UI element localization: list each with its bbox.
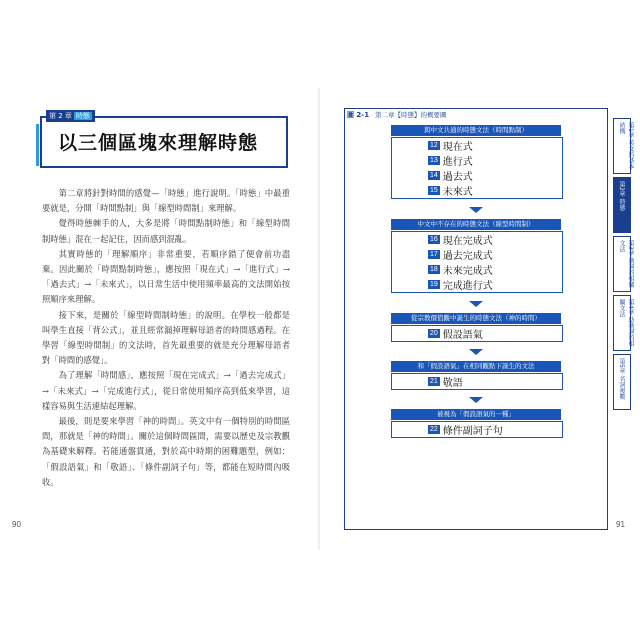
item-number: 18: [430, 266, 438, 273]
section-title-3: 從宗教價值觀中誕生的時態文法（神的時間）: [391, 313, 561, 324]
page-number-right: 91: [616, 520, 625, 529]
item-label: 假設語氣: [442, 330, 483, 341]
book-spine: [318, 88, 320, 550]
item-label: 敬語: [442, 378, 463, 389]
paragraph-1: 第二章將針對時間的感覺—「時態」進行說明。「時態」中最重要就是，分開「時間點制」與「線型時間制」來理解。: [42, 188, 290, 214]
tab-chapter-1: [613, 118, 634, 174]
tense-item: [392, 262, 562, 277]
figure-label: 圖 2-1: [347, 111, 370, 119]
title-accent-bar: [36, 124, 39, 166]
item-number: 22: [430, 426, 438, 433]
chapter-tabs: [613, 118, 634, 413]
tab-label: 第4章 助動詞的相關文法: [618, 299, 634, 347]
item-label: 未來式: [442, 187, 473, 198]
paragraph-6: 最後，則是要來學習「神的時間」。英文中有一個特別的時間區間，那就是「神的時間」。關於這個時間區間，需要以歷史及宗教觀為基礎來解釋。若能通盤貫通，對於高中時期的困難題型，例如：「假設語氣」和「敬語」、「條件副詞子句」等，都能在短時間內吸收。: [42, 416, 290, 487]
section-group-2: [391, 231, 563, 293]
tense-item: [392, 232, 562, 247]
flow-arrow-2: [469, 301, 483, 307]
flow-arrow-3: [469, 349, 483, 355]
item-label: 現在完成式: [442, 236, 493, 247]
item-label: 未來完成式: [442, 266, 493, 277]
body-text: [42, 186, 290, 490]
tense-item: [392, 138, 562, 153]
item-number: 16: [430, 236, 438, 243]
tense-overview-diagram: [344, 108, 608, 530]
tense-item: [392, 247, 562, 262]
section-title-4: 和「假設語氣」在相同觀點下誕生的文法: [391, 361, 561, 372]
tab-label: 第1章 英文的基本結構: [618, 122, 634, 170]
section-title-1: 與中文共通的時態文法（時間點制）: [391, 125, 561, 136]
figure-caption: 第二章【時態】的概要圖: [375, 111, 447, 119]
tense-item: [392, 183, 562, 198]
chapter-tag: [46, 110, 95, 122]
tense-item: [392, 277, 562, 292]
item-number: 12: [430, 142, 438, 149]
item-label: 完成進行式: [442, 281, 493, 292]
section-title-2: 中文中不存在的時態文法（線型時間制）: [391, 219, 561, 230]
section-group-5: [391, 421, 563, 438]
tab-chapter-4: [613, 295, 634, 351]
item-number: 14: [430, 172, 438, 179]
diagram-header: [345, 109, 607, 121]
tab-label: 第5章 名詞複數: [618, 358, 625, 400]
tab-chapter-2: [613, 177, 631, 233]
section-group-1: [391, 137, 563, 199]
tense-item: [392, 374, 562, 389]
tense-item: [392, 168, 562, 183]
item-label: 現在式: [442, 142, 473, 153]
item-number: 19: [430, 281, 438, 288]
section-group-4: [391, 373, 563, 390]
chapter-title-box: [40, 112, 288, 168]
tense-item: [392, 422, 562, 437]
chapter-number: 第 2 章: [49, 112, 72, 120]
chapter-sub-label: 時態: [75, 112, 90, 120]
item-number: 21: [430, 378, 438, 385]
item-label: 條件副詞子句: [442, 426, 503, 437]
left-page: [12, 88, 312, 550]
tense-item: [392, 153, 562, 168]
tab-chapter-3: [613, 236, 634, 292]
tab-label: 第2章 時態: [618, 181, 625, 211]
paragraph-5: 為了理解「時間感」，應按照「現在完成式」→「過去完成式」→「未來式」→「完成進行式」，從日常使用頻序高到低來學習，這樣容易與生活連結起理解。: [42, 370, 290, 411]
page-title: 以三個區塊來理解時態: [58, 132, 259, 154]
paragraph-3: 其實時態的「理解順序」非常重要，若順序錯了便會前功盡棄。因此關於「時間點制時態」，應按照「現在式」→「進行式」→「過去式」→「未來式」，以日常生活中使用頻率最高的文法開始按照順序來理解。: [42, 248, 290, 305]
item-label: 過去完成式: [442, 251, 493, 262]
paragraph-4: 接下來，是關於「線型時間制時態」的說明。在學校一般都是叫學生直接「背公式」，並且經常漏掉理解母語者的時間感過程。在學習「線型時間制」的文法時，首先最重要的就是充分理解母語者對「時間的感覺」。: [42, 309, 290, 366]
tense-item: [392, 326, 562, 341]
flow-arrow-1: [469, 207, 483, 213]
flow-arrow-4: [469, 397, 483, 403]
item-number: 15: [430, 187, 438, 194]
tab-label: 第3章 動詞的相關文法: [618, 240, 634, 288]
page-number-left: 90: [12, 520, 21, 529]
section-group-3: [391, 325, 563, 342]
right-page: [330, 88, 634, 550]
item-number: 20: [430, 330, 438, 337]
item-label: 過去式: [442, 172, 473, 183]
item-number: 17: [430, 251, 438, 258]
paragraph-2: 覺得時態棘手的人，大多是將「時間點制時態」和「線型時間制時態」混在一起記住，因而感到混亂。: [42, 218, 290, 244]
item-label: 進行式: [442, 157, 473, 168]
item-number: 13: [430, 157, 438, 164]
tab-chapter-5: [613, 354, 631, 410]
section-title-5: 被視為「假設語氣的一種」: [391, 409, 561, 420]
